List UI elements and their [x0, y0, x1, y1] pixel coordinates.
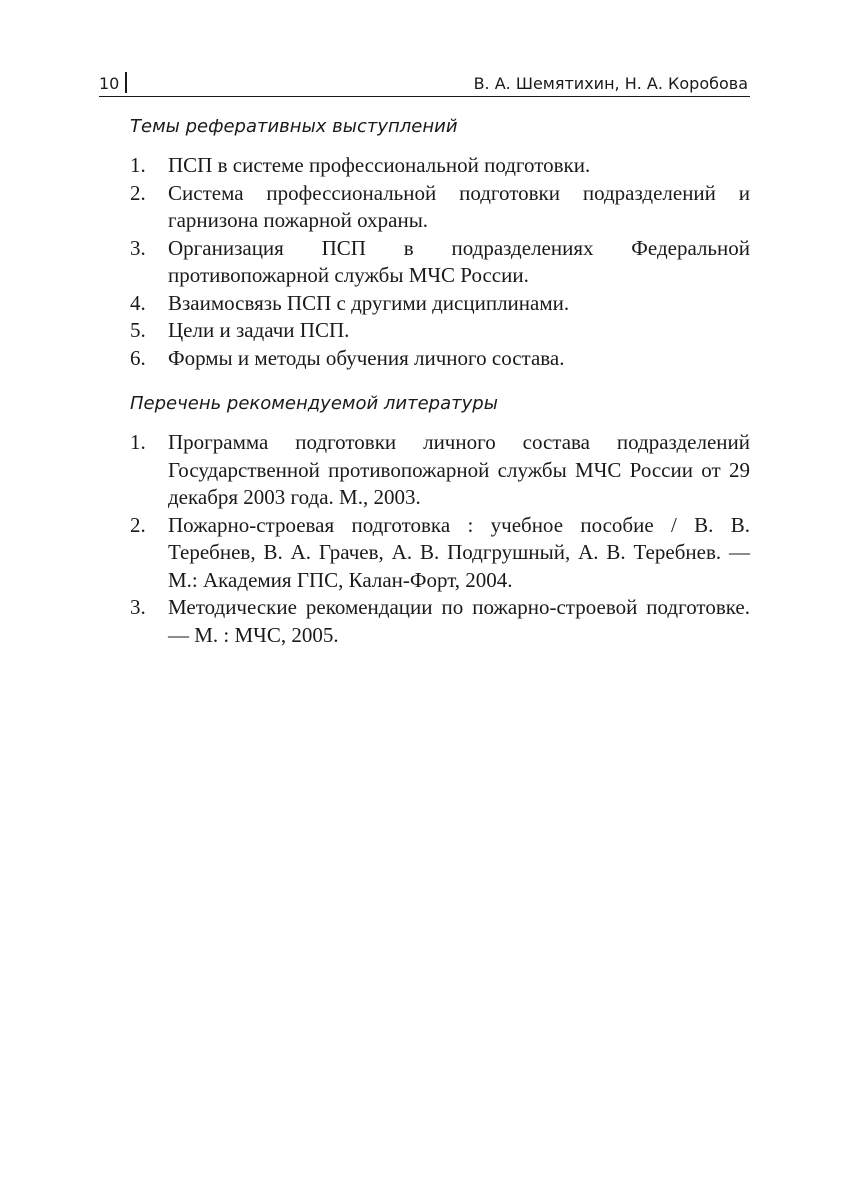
- item-text: ПСП в системе профессиональной подготовки.: [168, 153, 591, 177]
- item-number: 2.: [130, 180, 146, 205]
- running-header: [99, 72, 750, 97]
- item-number: 2.: [130, 512, 146, 537]
- topics-heading: Темы реферативных выступлений: [130, 116, 458, 137]
- literature-heading: Перечень рекомендуемой литературы: [130, 393, 498, 414]
- item-text: Система профессиональной подготовки подразделений и гарнизона пожарной охраны.: [168, 180, 750, 232]
- item-number: 3.: [130, 595, 146, 619]
- item-text: Организация ПСП в подразделениях Федеральной противопожарной службы МЧС России.: [168, 235, 750, 287]
- list-item: [130, 180, 750, 235]
- topics-list: [130, 152, 750, 372]
- page-number: 10: [99, 74, 120, 93]
- header-authors: В. А. Шемятихин, Н. А. Коробова: [473, 74, 748, 93]
- list-item: [130, 290, 750, 318]
- item-text: Взаимосвязь ПСП с другими дисциплинами.: [168, 290, 570, 315]
- list-item: [130, 345, 750, 373]
- item-number: 1.: [130, 153, 146, 177]
- header-divider: [125, 72, 127, 93]
- item-text: Цели и задачи ПСП.: [168, 318, 350, 342]
- list-item: [130, 512, 750, 595]
- list-item: [130, 235, 750, 290]
- item-number: 3.: [130, 235, 146, 260]
- item-text: Программа подготовки личного состава подразделений Государственной противопожарной службы МЧС России от 29 декабря 2003 года. М., 2003.: [168, 430, 750, 509]
- item-text: Методические рекомендации по пожарно-строевой подготовке. — М. : МЧС, 2005.: [168, 595, 750, 647]
- list-item: [130, 152, 750, 180]
- literature-list: [130, 429, 750, 649]
- item-number: 5.: [130, 318, 146, 342]
- item-number: 1.: [130, 430, 146, 454]
- list-item: [130, 429, 750, 512]
- item-number: 4.: [130, 290, 146, 315]
- item-text: Формы и методы обучения личного состава.: [168, 345, 565, 370]
- list-item: [130, 317, 750, 345]
- item-number: 6.: [130, 345, 146, 370]
- item-text: Пожарно-строевая подготовка : учебное пособие / В. В. Теребнев, В. А. Грачев, А. В. Подгрушный, А. В. Теребнев. — М.: Академия ГПС, Калан-Форт, 2004.: [168, 512, 750, 592]
- list-item: [130, 594, 750, 649]
